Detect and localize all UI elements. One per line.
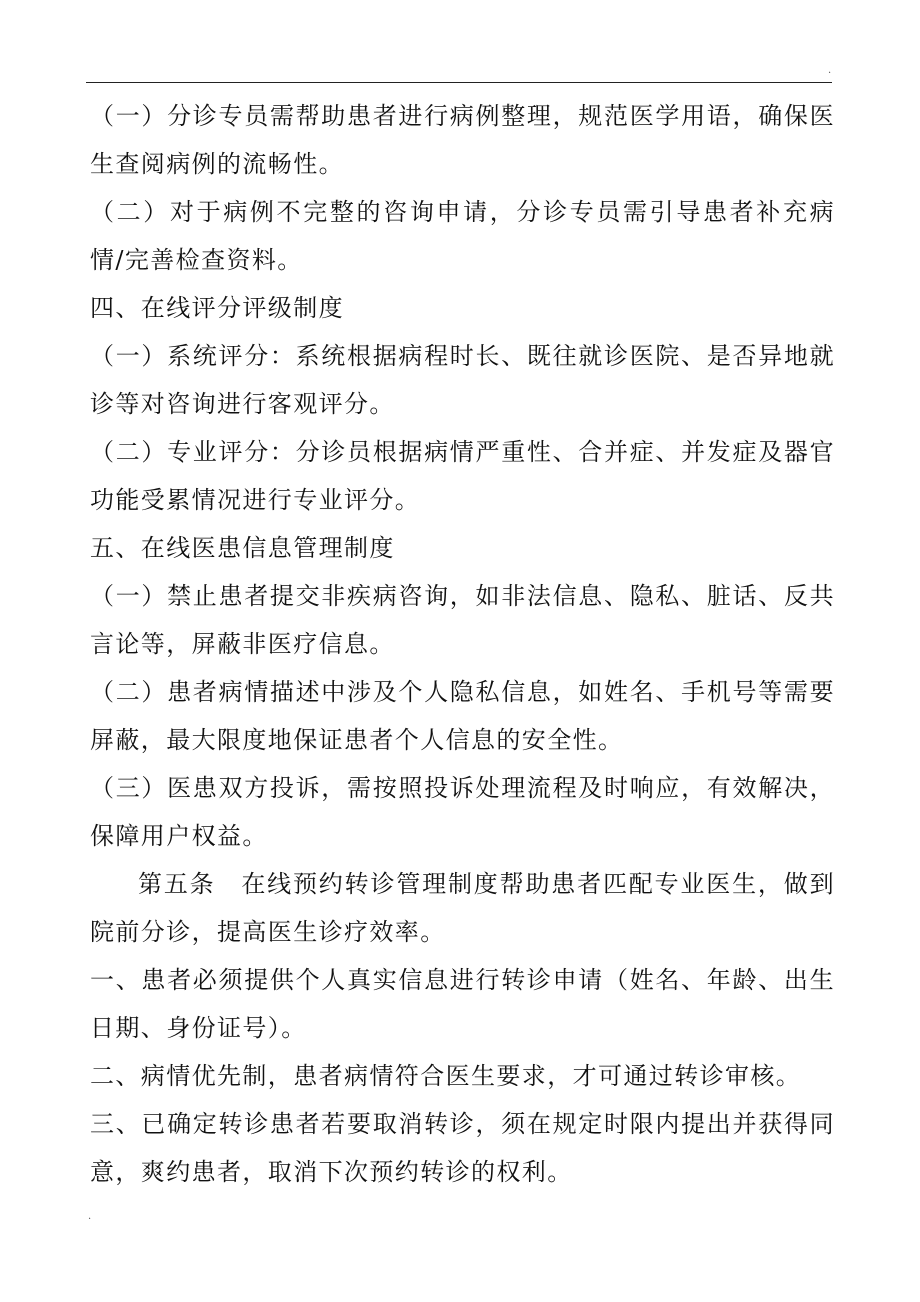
paragraph-1-2: （二）对于病例不完整的咨询申请，分诊专员需引导患者补充病情/完善检查资料。 — [90, 198, 835, 274]
article-5-item-1: 一、患者必须提供个人真实信息进行转诊申请（姓名、年龄、出生日期、身份证号）。 — [90, 966, 835, 1042]
paragraph-5-2: （二）患者病情描述中涉及个人隐私信息，如姓名、手机号等需要屏蔽，最大限度地保证患者个人信息的安全性。 — [90, 678, 835, 754]
section-heading-4: 四、在线评分评级制度 — [90, 294, 344, 322]
paragraph-1-1: （一）分诊专员需帮助患者进行病例整理，规范医学用语，确保医生查阅病例的流畅性。 — [90, 102, 835, 178]
article-5: 第五条 在线预约转诊管理制度帮助患者匹配专业医生，做到院前分诊，提高医生诊疗效率。 — [90, 870, 835, 946]
article-5-item-2: 二、病情优先制，患者病情符合医生要求，才可通过转诊审核。 — [90, 1062, 802, 1090]
paragraph-4-2: （二）专业评分：分诊员根据病情严重性、合并症、并发症及器官功能受累情况进行专业评分。 — [90, 438, 835, 514]
section-heading-5: 五、在线医患信息管理制度 — [90, 534, 395, 562]
document-body — [90, 92, 835, 1196]
paragraph-5-1: （一）禁止患者提交非疾病咨询，如非法信息、隐私、脏话、反共言论等，屏蔽非医疗信息。 — [90, 582, 835, 658]
footer-mark: . — [88, 1211, 92, 1222]
paragraph-4-1: （一）系统评分：系统根据病程时长、既往就诊医院、是否异地就诊等对咨询进行客观评分。 — [90, 342, 835, 418]
paragraph-5-3: （三）医患双方投诉，需按照投诉处理流程及时响应，有效解决，保障用户权益。 — [90, 774, 835, 850]
header-rule — [86, 82, 832, 83]
article-5-item-3: 三、已确定转诊患者若要取消转诊，须在规定时限内提出并获得同意，爽约患者，取消下次预约转诊的权利。 — [90, 1110, 835, 1186]
header-mark: . — [828, 65, 832, 76]
